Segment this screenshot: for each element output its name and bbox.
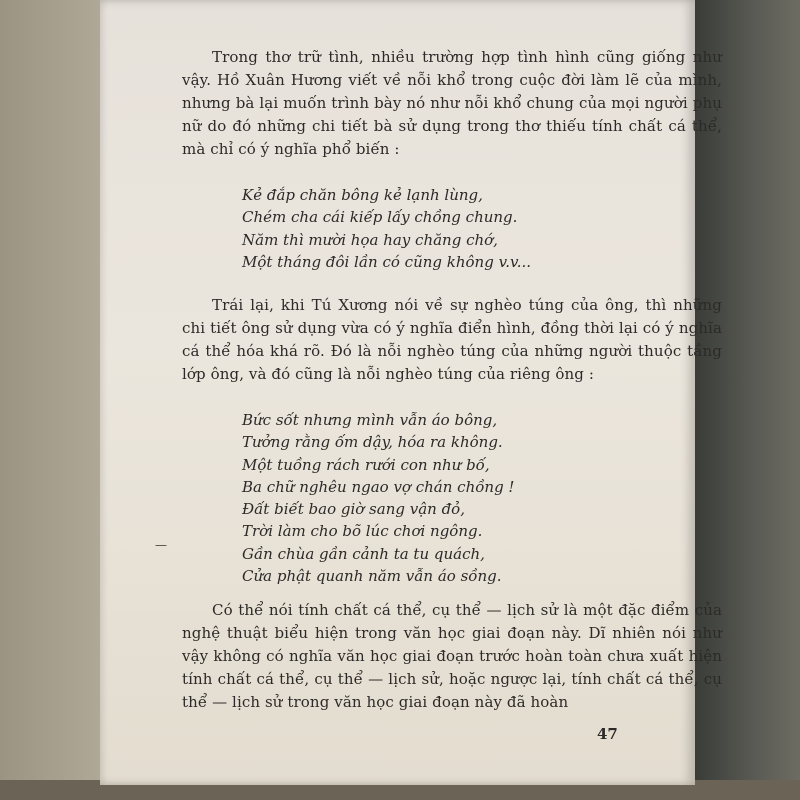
paragraph-3: Có thể nói tính chất cá thể, cụ thể — lịch sử là một đặc điểm của nghệ thuật biểu hiện trong văn học giai đoạn này. Dĩ nhiên nói như vậy không có nghĩa văn học giai đoạn trước hoàn toàn chưa xuất hiện tính chất cá thể, cụ thể — lịch sử, hoặc ngược lại, tính chất cá thể, cụ thể — lịch sử trong văn học giai đoạn này đã hoàn [182, 601, 722, 711]
page-number: 47 [597, 725, 618, 743]
verse-block-2 [242, 409, 642, 587]
verse-line: Gần chùa gần cảnh ta tu quách, [242, 544, 485, 563]
margin-mark: — [155, 538, 167, 552]
verse-line: Kẻ đắp chăn bông kẻ lạnh lùng, [242, 186, 483, 204]
verse-block-1 [242, 184, 642, 273]
verse-line: Bức sốt nhưng mình vẫn áo bông, [242, 411, 498, 429]
verse-line: Cửa phật quanh năm vẫn áo sồng. [242, 567, 502, 586]
verse-line: Trời làm cho bõ lúc chơi ngông. [242, 522, 483, 541]
verse-line: Đất biết bao giờ sang vận đỏ, [242, 500, 465, 519]
verse-line: Tưởng rằng ốm dậy, hóa ra không. [242, 433, 503, 452]
background-left [0, 0, 100, 800]
paragraph-1: Trong thơ trữ tình, nhiều trường hợp tình hình cũng giống như vậy. Hồ Xuân Hương viết về nỗi khổ trong cuộc đời làm lẽ của mình, nhưng bà lại muốn trình bày nó như nỗi khổ chung của mọi người phụ nữ do đó những chi tiết bà sử dụng trong thơ thiếu tính chất cá thể, mà chỉ có ý nghĩa phổ biến : [182, 48, 722, 158]
verse-line: Chém cha cái kiếp lấy chồng chung. [242, 208, 518, 227]
paragraph-2: Trái lại, khi Tú Xương nói về sự nghèo túng của ông, thì những chi tiết ông sử dụng vừa có ý nghĩa điển hình, đồng thời lại có ý nghĩa cá thể hóa khá rõ. Đó là nỗi nghèo túng của những người thuộc tầng lớp ông, và đó cũng là nỗi nghèo túng của riêng ông : [182, 296, 722, 383]
verse-line: Một tuồng rách rưới con như bố, [242, 455, 490, 474]
verse-line: Năm thì mười họa hay chăng chớ, [242, 230, 498, 249]
book-page [100, 0, 722, 785]
verse-line: Một tháng đôi lần có cũng không v.v... [242, 252, 532, 271]
verse-line: Ba chữ nghêu ngao vợ chán chồng ! [242, 477, 515, 496]
